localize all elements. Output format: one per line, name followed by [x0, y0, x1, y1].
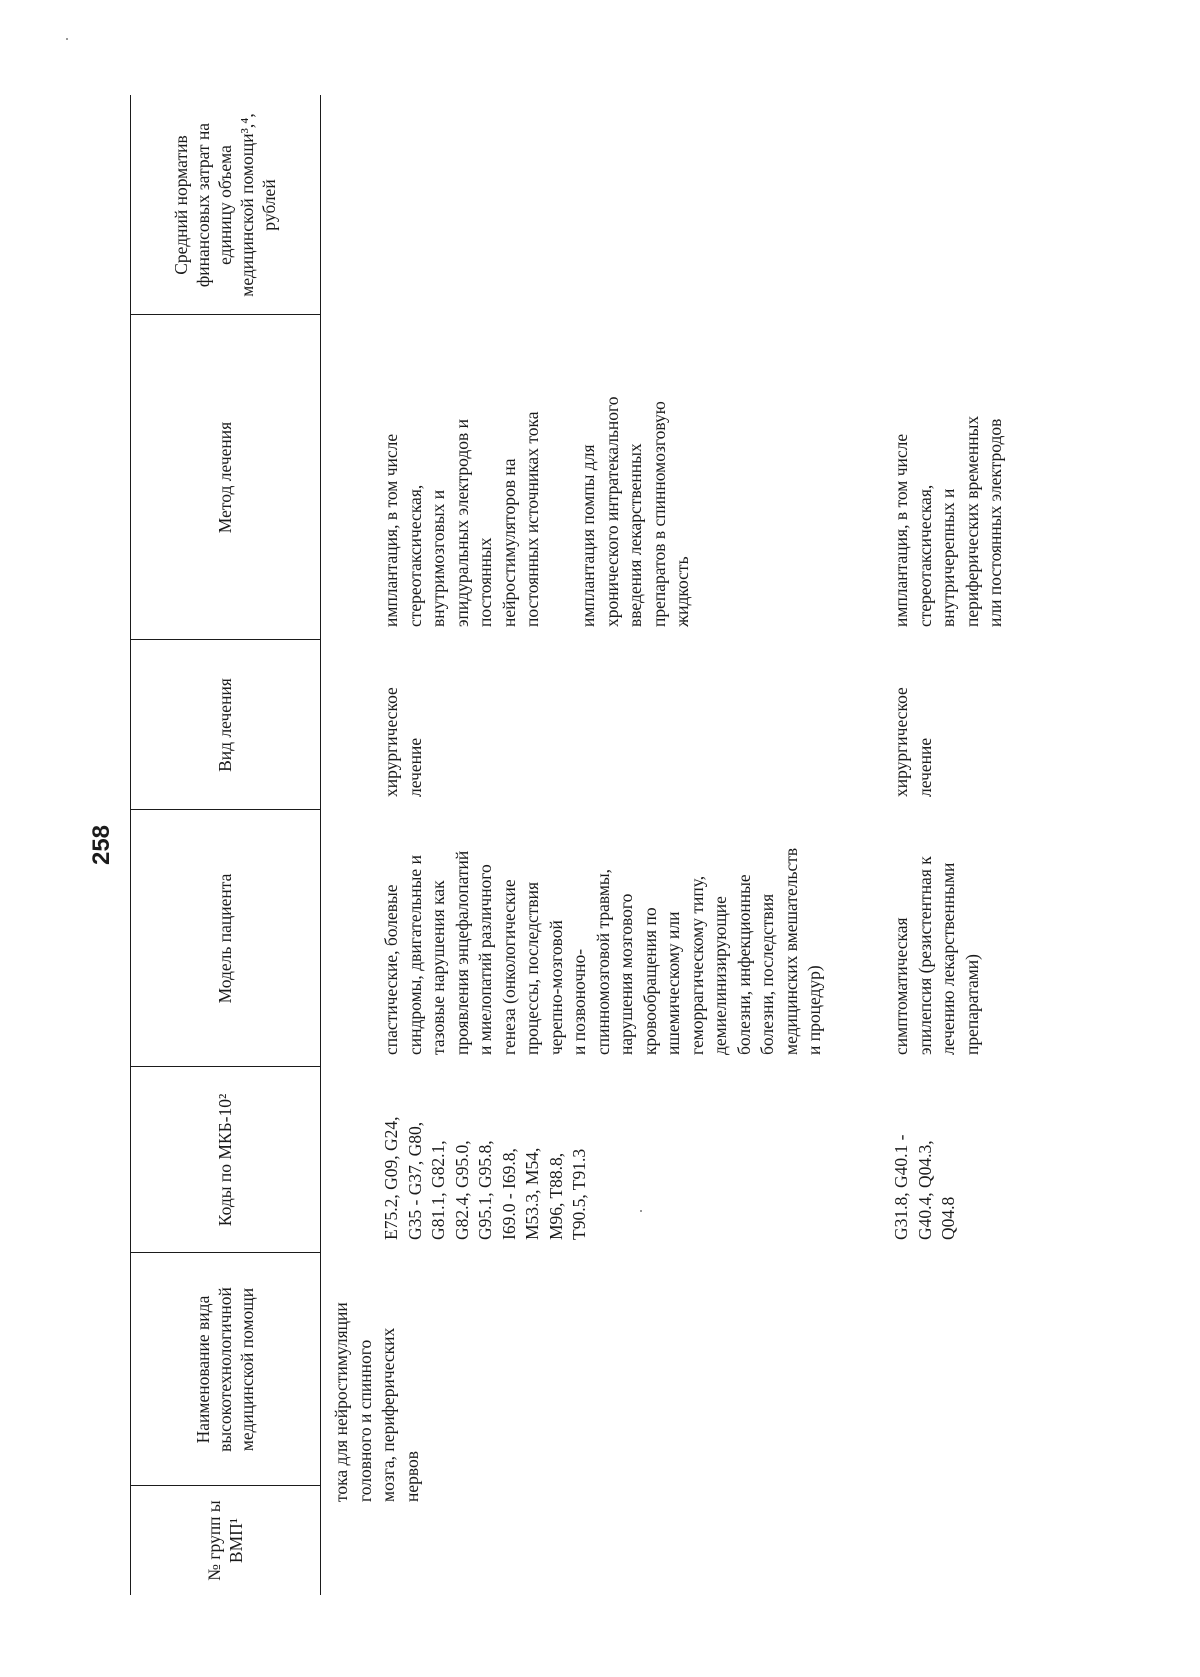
row1-method-pump: имплантация помпы для хронического интратекального введения лекарственных препаратов в спинномозговую жидкость	[578, 396, 692, 627]
row1-patient-model: спастические, болевые синдромы, двигательные и тазовые нарушения как проявления энцефалопатий и миелопатий различного генеза (онкологические процессы, последствия черепно-мозговой и позвоночно- спинномозговой травмы, нарушения мозгового кровообращения по ишемическому или геморрагическому типу, демиелинизирующие болезни, инфекционные болезни, последствия медицинских вмешательств и процедур)	[381, 847, 824, 1055]
header-group-number: № групп ы ВМП¹	[204, 1500, 246, 1581]
header-treatment-method: Метод лечения	[215, 421, 235, 534]
row1-icd10-codes: E75.2, G09, G24, G35 - G37, G80, G81.1, G82.1, G82.4, G95.0, G95.1, G95.8, I69.0 - I69.8, M53.3, M54, M96, T88.8, T90.5, T91.3	[381, 1116, 589, 1240]
row1-treatment-type: хирургическое лечение	[381, 687, 425, 797]
rotated-table	[130, 95, 1180, 1595]
scan-speck	[66, 38, 68, 40]
care-type-name-continued: тока для нейростимуляции головного и спинного мозга, периферических нервов	[331, 1302, 422, 1502]
row2-treatment-type: хирургическое лечение	[891, 687, 935, 797]
header-care-type-name: Наименование вида высокотехнологичной медицинской помощи	[193, 1287, 257, 1452]
row2-method-implantation: имплантация, в том числе стереотаксическая, внутричерепных и периферических временных или постоянных электродов	[891, 415, 1005, 627]
row2-patient-model: симптоматическая эпилепсия (резистентная к лечению лекарственными препаратами)	[891, 856, 982, 1055]
page-number: 258	[88, 824, 115, 866]
header-patient-model: Модель пациента	[215, 873, 235, 1004]
row1-method-implantation: имплантация, в том числе стереотаксическая, внутримозговых и эпидуральных электродов и постоянных нейростимуляторов на постоянных источниках тока	[381, 411, 542, 627]
table-header-rule	[320, 95, 321, 1595]
header-average-cost: Средний норматив финансовых затрат на единицу объема медицинской помощи³,⁴, рублей	[171, 113, 279, 297]
row2-icd10-codes: G31.8, G40.1 - G40.4, Q04.3, Q04.8	[891, 1134, 958, 1240]
header-treatment-type: Вид лечения	[215, 678, 235, 772]
header-icd10-codes: Коды по МКБ-10²	[215, 1093, 235, 1227]
